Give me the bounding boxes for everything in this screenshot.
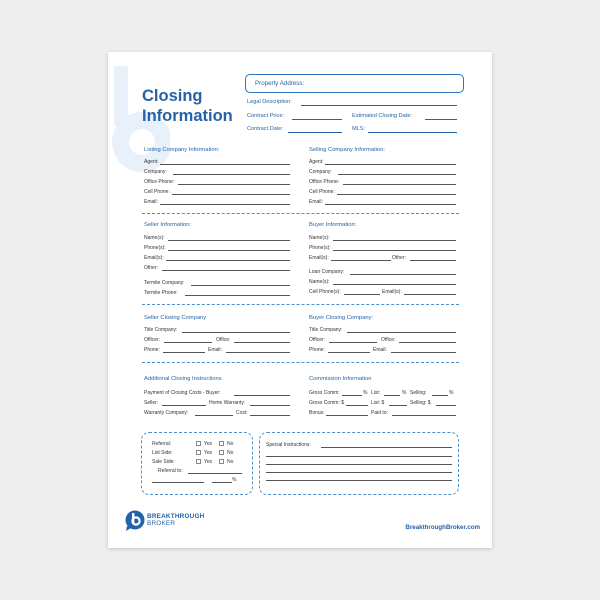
referral-pct-line[interactable] (212, 482, 232, 483)
additional-seller-line[interactable] (162, 405, 206, 406)
loan-emails-line[interactable] (404, 294, 456, 295)
sale-side-yes-checkbox[interactable] (196, 459, 201, 464)
buyer-phones-line[interactable] (333, 250, 456, 251)
termite-company-label: Termite Company: (144, 280, 185, 286)
seller-officer-line[interactable] (164, 342, 212, 343)
termite-phone-label: Termite Phone: (144, 290, 178, 296)
website-link[interactable]: BreakthroughBroker.com (405, 524, 480, 531)
paid-to-line[interactable] (392, 415, 456, 416)
seller-phones-line[interactable] (168, 250, 290, 251)
seller-phones-label: Phone(s): (144, 245, 166, 251)
special-instructions-line[interactable] (266, 472, 452, 473)
warranty-company-label: Warranty Company: (144, 410, 189, 416)
selling-email-line[interactable] (325, 204, 456, 205)
seller-closing-header: Seller Closing Company (144, 315, 207, 321)
bonus-line[interactable] (326, 415, 368, 416)
referral-no-label: No (227, 441, 234, 447)
breakthrough-broker-logo-icon (125, 509, 145, 531)
listing-company-line[interactable] (173, 174, 290, 175)
buyer-closing-header: Buyer Closing Company: (309, 315, 374, 321)
special-instructions-label: Special Instructions: (266, 442, 311, 448)
referral-label: Referral: (152, 441, 172, 447)
list-side-no-checkbox[interactable] (219, 450, 224, 455)
buyer-names-label: Name(s): (309, 235, 330, 241)
mls-line[interactable] (368, 132, 457, 133)
sale-side-yes-label: Yes (204, 459, 213, 465)
buyer-office-line[interactable] (399, 342, 456, 343)
special-instructions-line[interactable] (266, 464, 452, 465)
seller-names-label: Name(s): (144, 235, 165, 241)
listing-company-label: Company: (144, 169, 167, 175)
warranty-cost-label: Cost: (236, 410, 248, 416)
contract-date-line[interactable] (288, 132, 342, 133)
page-title: Closing Information (142, 87, 233, 125)
listing-email-label: Email: (144, 199, 158, 205)
pct-symbol: % (449, 390, 454, 396)
buyer-names-line[interactable] (333, 240, 456, 241)
selling-agent-line[interactable] (325, 164, 456, 165)
contract-date-label: Contract Date: (247, 126, 284, 132)
seller-emails-label: Email(s): (144, 255, 164, 261)
loan-emails-label: Email(s): (382, 289, 402, 295)
seller-phone-label: Phone: (144, 347, 160, 353)
referral-to-label: Referral to: (158, 468, 183, 474)
buyer-office-label: Office: (381, 337, 396, 343)
mls-label: MLS: (352, 126, 366, 132)
special-instructions-line[interactable] (266, 480, 452, 481)
selling-email-label: Email: (309, 199, 323, 205)
selling-company-header: Selling Company Information: (309, 147, 386, 153)
list-side-yes-label: Yes (204, 450, 213, 456)
buyer-other-label: Other: (392, 255, 406, 261)
listing-office-phone-label: Office Phone: (144, 179, 175, 185)
sale-side-no-label: No (227, 459, 234, 465)
termite-phone-line[interactable] (185, 295, 290, 296)
buyer-title-company-label: Title Company: (309, 327, 343, 333)
listing-agent-line[interactable] (160, 164, 290, 165)
loan-names-line[interactable] (333, 284, 456, 285)
sale-side-no-checkbox[interactable] (219, 459, 224, 464)
gross-comm-dollar-label: Gross Comm: $ (309, 400, 345, 406)
buyer-info-header: Buyer Information: (309, 222, 357, 228)
termite-company-line[interactable] (191, 285, 290, 286)
paid-to-label: Paid to: (371, 410, 388, 416)
home-warranty-label: Home Warranty: (209, 400, 246, 406)
gross-comm-pct-label: Gross Comm: (309, 390, 340, 396)
brand-name: BREAKTHROUGH BROKER (147, 513, 205, 527)
estimated-closing-date-label: Estimated Closing Date: (352, 113, 413, 119)
seller-email-label: Email: (208, 347, 222, 353)
seller-title-company-label: Title Company: (144, 327, 178, 333)
buyer-emails-line[interactable] (331, 260, 391, 261)
list-side-yes-checkbox[interactable] (196, 450, 201, 455)
seller-officer-label: Officer: (144, 337, 161, 343)
additional-seller-label: Seller: (144, 400, 159, 406)
closing-information-form (108, 52, 492, 548)
warranty-company-line[interactable] (195, 415, 233, 416)
selling-dollar-label: Selling: $ (410, 400, 431, 406)
list-pct-line[interactable] (384, 395, 400, 396)
listing-cell-phone-label: Cell Phone: (144, 189, 170, 195)
selling-office-phone-line[interactable] (343, 184, 456, 185)
selling-pct-line[interactable] (432, 395, 448, 396)
home-warranty-line[interactable] (250, 405, 290, 406)
pct-symbol: % (402, 390, 407, 396)
seller-other-line[interactable] (162, 270, 290, 271)
list-dollar-label: List: $ (371, 400, 385, 406)
legal-description-label: Legal Description: (247, 99, 292, 105)
listing-email-line[interactable] (160, 204, 290, 205)
commission-header: Commission Information (309, 376, 372, 382)
list-side-no-label: No (227, 450, 234, 456)
contract-price-line[interactable] (292, 119, 342, 120)
buyer-emails-label: Email(s): (309, 255, 329, 261)
legal-description-line[interactable] (301, 105, 457, 106)
listing-company-header: Listing Company Information: (144, 147, 220, 153)
loan-company-label: Loan Company: (309, 269, 345, 275)
additional-instructions-header: Additional Closing Instructions (144, 376, 222, 382)
property-address-field[interactable]: Property Address: (245, 74, 464, 93)
selling-dollar-line[interactable] (436, 405, 456, 406)
section-divider (142, 304, 459, 305)
referral-to-line[interactable] (188, 473, 242, 474)
contract-price-label: Contract Price: (247, 113, 284, 119)
seller-title-company-line[interactable] (182, 332, 290, 333)
sale-side-label: Sale Side: (152, 459, 175, 465)
seller-office-line[interactable] (234, 342, 290, 343)
selling-company-label: Company: (309, 169, 332, 175)
buyer-email-label: Email: (373, 347, 387, 353)
list-dollar-line[interactable] (389, 405, 407, 406)
seller-emails-line[interactable] (166, 260, 290, 261)
referral-pct-symbol: % (232, 477, 237, 483)
selling-office-phone-label: Office Phone: (309, 179, 340, 185)
selling-cell-phone-label: Cell Phone: (309, 189, 335, 195)
seller-phone-line[interactable] (163, 352, 205, 353)
referral-yes-label: Yes (204, 441, 213, 447)
selling-cell-phone-line[interactable] (337, 194, 456, 195)
payment-closing-costs-label: Payment of Closing Costs - Buyer: (144, 390, 221, 396)
listing-agent-label: Agent: (144, 159, 159, 165)
warranty-cost-line[interactable] (250, 415, 290, 416)
gross-comm-dollar-line[interactable] (346, 405, 368, 406)
referral-no-checkbox[interactable] (219, 441, 224, 446)
seller-info-header: Seller Information: (144, 222, 192, 228)
selling-agent-label: Agent: (309, 159, 324, 165)
estimated-closing-date-line[interactable] (425, 119, 457, 120)
pct-symbol: % (363, 390, 368, 396)
buyer-officer-label: Officer: (309, 337, 326, 343)
listing-office-phone-line[interactable] (178, 184, 290, 185)
bonus-label: Bonus: (309, 410, 325, 416)
loan-names-label: Name(s): (309, 279, 330, 285)
buyer-phones-label: Phone(s): (309, 245, 331, 251)
section-divider (142, 362, 459, 363)
buyer-officer-line[interactable] (329, 342, 377, 343)
special-instructions-line[interactable] (266, 456, 452, 457)
buyer-phone-label: Phone: (309, 347, 325, 353)
special-instructions-line[interactable] (321, 447, 452, 448)
buyer-email-line[interactable] (391, 352, 456, 353)
payment-closing-costs-line[interactable] (234, 395, 290, 396)
list-pct-label: List: (371, 390, 381, 396)
seller-email-line[interactable] (226, 352, 290, 353)
loan-company-line[interactable] (350, 274, 456, 275)
seller-other-label: Other: (144, 265, 158, 271)
seller-office-label: Office: (216, 337, 231, 343)
section-divider (142, 213, 459, 214)
seller-names-line[interactable] (168, 240, 290, 241)
buyer-title-company-line[interactable] (347, 332, 456, 333)
list-side-label: List Side: (152, 450, 173, 456)
buyer-phone-line[interactable] (328, 352, 370, 353)
loan-cell-phones-label: Cell Phone(s): (309, 289, 341, 295)
referral-to-name-line[interactable] (152, 482, 204, 483)
selling-pct-label: Selling: (410, 390, 427, 396)
selling-company-line[interactable] (338, 174, 456, 175)
referral-yes-checkbox[interactable] (196, 441, 201, 446)
buyer-other-line[interactable] (410, 260, 456, 261)
loan-cell-phones-line[interactable] (344, 294, 380, 295)
gross-comm-pct-line[interactable] (342, 395, 362, 396)
listing-cell-phone-line[interactable] (172, 194, 290, 195)
